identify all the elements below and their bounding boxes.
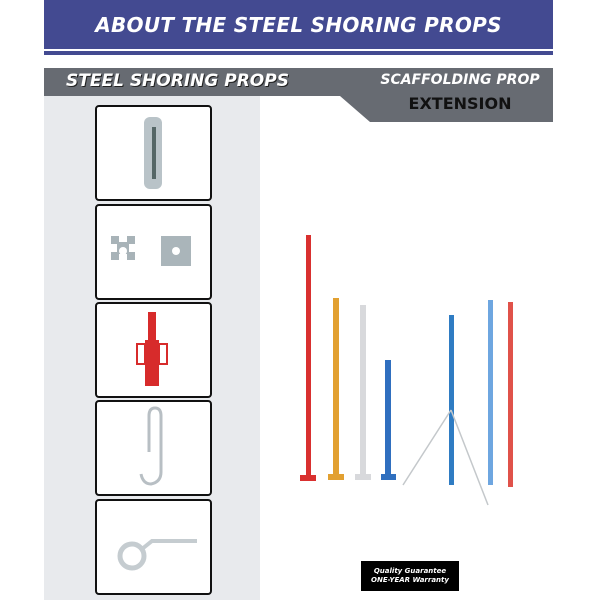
header-banner: [44, 0, 553, 49]
tab-title: SCAFFOLDING PROP: [380, 72, 540, 88]
collar-icon: [97, 501, 210, 593]
accessory-card-hook: [95, 400, 212, 496]
steel-props-icon: [270, 220, 560, 520]
warranty-badge: [361, 561, 459, 591]
warranty-line-1: Quality Guarantee: [373, 567, 447, 575]
banner-underline: [44, 51, 553, 55]
prop-nut-icon: [97, 304, 210, 396]
accessory-card-collar: [95, 499, 212, 595]
accessory-card-base-plates: [95, 204, 212, 300]
props-image: [270, 220, 560, 520]
accessory-card-prop-nut: [95, 302, 212, 398]
prop-sleeve-icon: [97, 107, 210, 199]
tab-subtitle: EXTENSION: [408, 94, 512, 113]
hook-icon: [97, 402, 210, 494]
section-title: STEEL SHORING PROPS: [66, 71, 289, 91]
base-plates-icon: [97, 206, 210, 298]
warranty-line-2: ONE-YEAR Warranty: [371, 576, 449, 584]
page-title: ABOUT THE STEEL SHORING PROPS: [95, 12, 502, 37]
accessory-card-sleeve: [95, 105, 212, 201]
